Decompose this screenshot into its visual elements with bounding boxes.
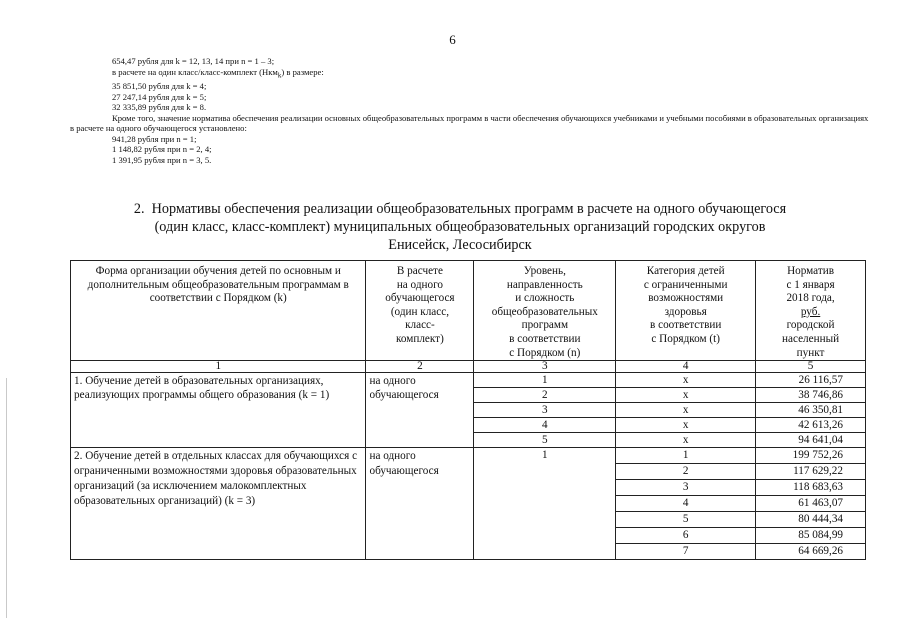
table-row: 3 х 46 350,81: [71, 403, 866, 418]
table-row: 7 64 669,26: [71, 544, 866, 560]
intro-paragraph: Кроме того, значение норматива обеспечения реализации основных общеобразовательных программ в части обеспечения обучающихся учебниками и учебными пособиями в образовательных организациях в расчете на одного обучающегося установлено:: [70, 112, 869, 134]
page-number: 6: [449, 32, 456, 47]
scan-edge-line: [6, 378, 7, 618]
table-row: 2 117 629,22: [71, 464, 866, 480]
intro-line: 32 335,89 рубля для k = 8.: [112, 102, 207, 113]
table-row: 6 85 084,99: [71, 528, 866, 544]
header-level: Уровень, направленность и сложность общеобразовательных программ в соответствии с Порядком (n): [474, 261, 616, 361]
table-row: 5 80 444,34: [71, 512, 866, 528]
group1-label: 1. Обучение детей в образовательных организациях, реализующих программы общего образования (k = 1): [71, 373, 366, 448]
header-norm-sub: городской населенный пункт: [756, 319, 866, 360]
intro-line: 1 148,82 рубля при n = 2, 4;: [112, 144, 212, 155]
intro-text: [70, 56, 870, 166]
group2-level: 1: [474, 448, 616, 560]
table-row: 1. Обучение детей в образовательных организациях, реализующих программы общего образования (k = 1) на одного обучающегося 1 х 26 116,57: [71, 373, 866, 388]
group1-per: на одного обучающегося: [366, 373, 474, 448]
table-row: 5 х 94 641,04: [71, 433, 866, 448]
intro-line: 1 391,95 рубля при n = 3, 5.: [112, 155, 212, 166]
section-number: 2.: [133, 201, 145, 217]
intro-line: в расчете на один класс/класс-комплект (Нкм$_k$) в размере:: [112, 66, 324, 80]
section-heading: 2. Нормативы обеспечения реализации общеобразовательных программ в расчете на одного обучающегося (один класс, класс-комплект) муниципальных общеобразовательных организаций городских округов Енисейск, Лесосибирск: [133, 201, 787, 253]
table-row: 2. Обучение детей в отдельных классах для обучающихся с ограниченными возможностями здоровья образовательных организаций (за исключением малокомплектных образовательных организаций) (k = 3) на одного обучающегося 1 1 199 752,26: [71, 448, 866, 464]
intro-line: 35 851,50 рубля для k = 4;: [112, 80, 207, 91]
table-row: 2 х 38 746,86: [71, 388, 866, 403]
table-row: 4 х 42 613,26: [71, 418, 866, 433]
intro-line: 27 247,14 рубля для k = 5;: [112, 91, 207, 102]
header-norm: Норматив с 1 января 2018 года, руб.: [756, 261, 866, 320]
table-row: 4 61 463,07: [71, 496, 866, 512]
column-number-row: 1 2 3 4 5: [71, 361, 866, 373]
intro-line: 941,28 рубля при n = 1;: [112, 133, 197, 144]
table-header-row: [71, 261, 866, 320]
norms-table: [70, 260, 866, 560]
header-category: Категория детей с ограниченными возможностями здоровья в соответствии с Порядком (t): [616, 261, 756, 361]
header-per: В расчете на одного обучающегося (один класс, класс- комплект): [366, 261, 474, 361]
group2-label: 2. Обучение детей в отдельных классах для обучающихся с ограниченными возможностями здоровья образовательных организаций (за исключением малокомплектных образовательных организаций) (k = 3): [71, 448, 366, 560]
header-form: Форма организации обучения детей по основным и дополнительным общеобразовательным программам в соответствии с Порядком (k): [71, 261, 366, 361]
table-row: 3 118 683,63: [71, 480, 866, 496]
intro-line: 654,47 рубля для k = 12, 13, 14 при n = 1 – 3;: [112, 56, 275, 66]
group2-per: на одного обучающегося: [366, 448, 474, 560]
